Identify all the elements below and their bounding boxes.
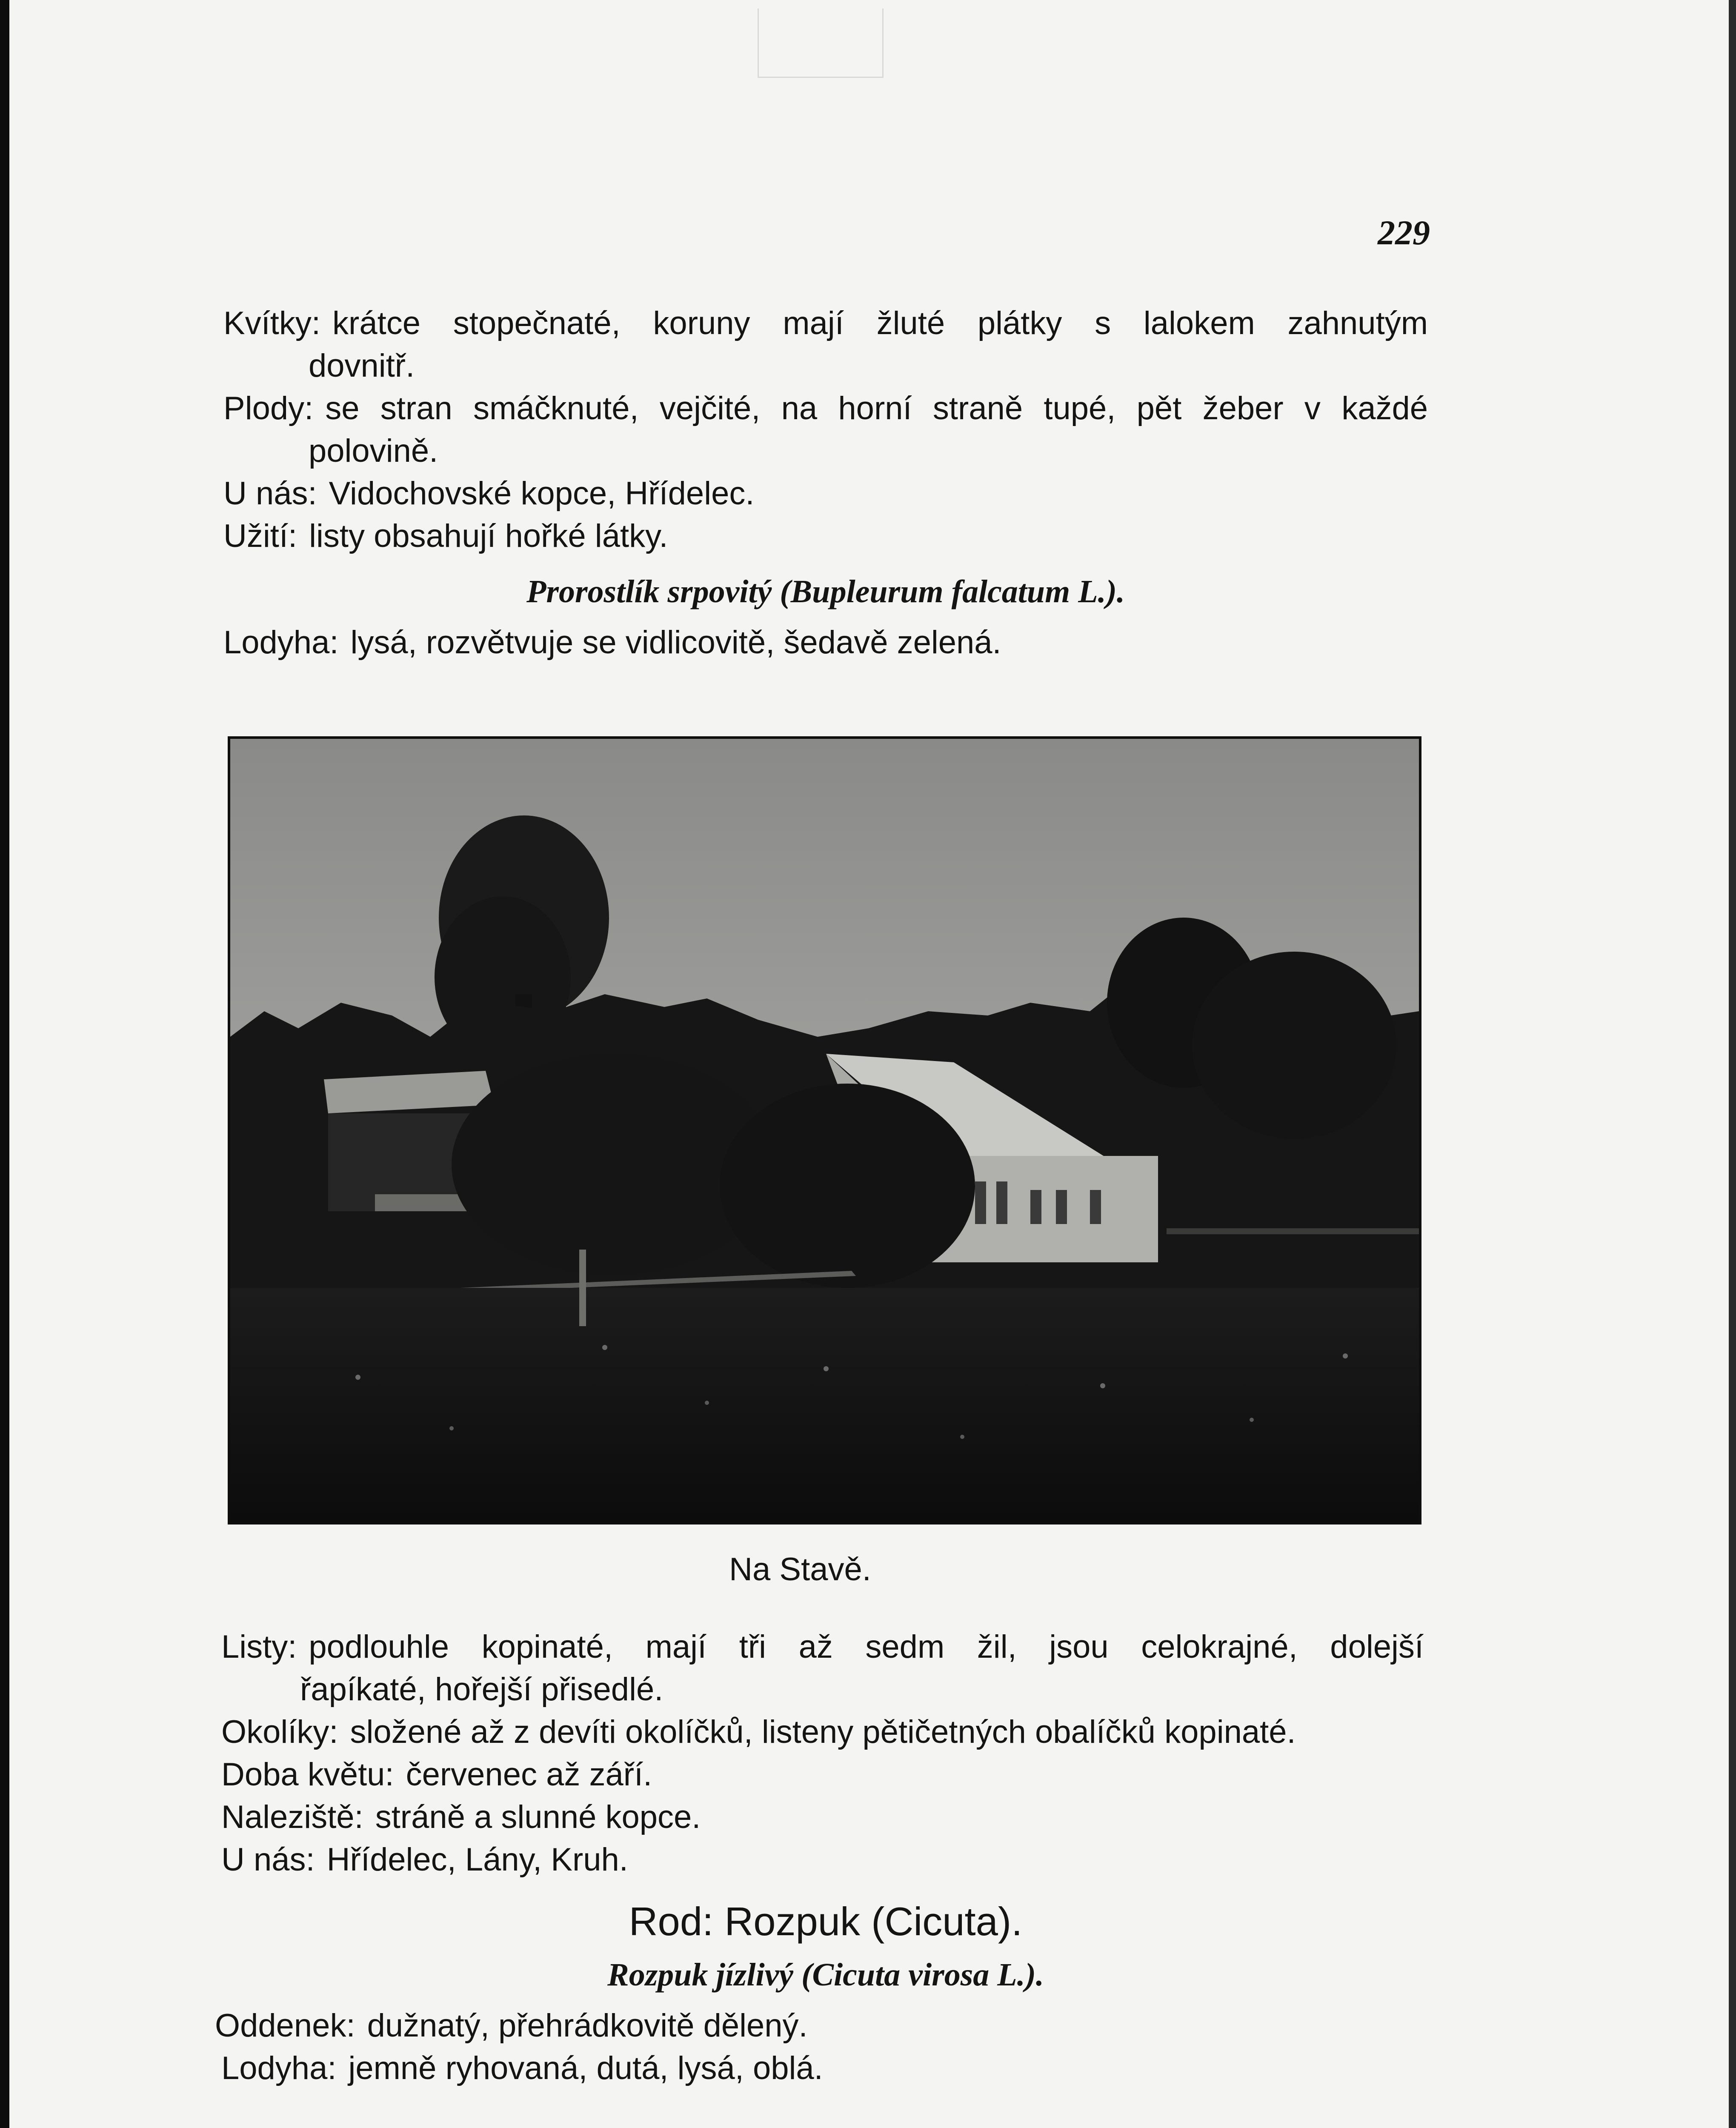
genus-heading: Rod: Rozpuk (Cicuta).: [629, 1899, 1023, 1944]
entry-lodyha-2: [221, 2047, 823, 2090]
photograph-image: [230, 739, 1419, 1522]
scan-artifact: [758, 9, 884, 78]
entry-text: dužnatý, přehrádkovitě dělený.: [367, 2008, 808, 2044]
entry-text: jemně ryhovaná, dutá, lysá, oblá.: [348, 2050, 823, 2086]
species-heading-cicuta: Rozpuk jízlivý (Cicuta virosa L.).: [607, 1957, 1044, 1993]
entry-naleziste: [221, 1796, 701, 1839]
entry-oddenek: [215, 2005, 808, 2047]
entry-u-nas-1: [223, 472, 754, 515]
entry-lodyha-1: [223, 621, 1001, 664]
entry-text: složené až z devíti okolíčků, listeny pětičetných obalíčků kopinaté.: [350, 1714, 1296, 1750]
entry-okoliky: [221, 1711, 1296, 1753]
entry-text: se stran smáčknuté, vejčité, na horní straně tupé, pět žeber v každé: [325, 390, 1428, 426]
entry-term: Oddenek:: [215, 2008, 355, 2044]
entry-term: Listy:: [221, 1629, 297, 1665]
entry-text: stráně a slunné kopce.: [375, 1799, 701, 1835]
entry-text: červenec až září.: [406, 1756, 652, 1793]
entry-text: krátce stopečnaté, koruny mají žluté plátky s lalokem zahnutým: [332, 305, 1428, 341]
entry-term: U nás:: [223, 475, 317, 512]
entry-text: listy obsahují hořké látky.: [309, 518, 668, 554]
scan-edge-left: [0, 0, 9, 2128]
entry-kvitky-cont: dovnitř.: [309, 348, 415, 384]
entry-term: Doba květu:: [221, 1756, 394, 1793]
page-number: 229: [1378, 213, 1430, 252]
entry-term: Kvítky:: [223, 305, 321, 341]
photo-caption: Na Stavě.: [729, 1551, 871, 1587]
species-heading-bupleurum: Prorostlík srpovitý (Bupleurum falcatum L.).: [526, 574, 1125, 609]
photograph-farmhouse: [228, 736, 1421, 1524]
entry-term: Užití:: [223, 518, 297, 554]
entry-doba-kvetu: [221, 1753, 652, 1796]
entry-text: podlouhle kopinaté, mají tři až sedm žil, jsou celokrajné, dolejší: [309, 1629, 1424, 1665]
entry-text: lysá, rozvětvuje se vidlicovitě, šedavě zelená.: [350, 624, 1001, 661]
entry-text: Hřídelec, Lány, Kruh.: [326, 1842, 628, 1878]
entry-term: Naleziště:: [221, 1799, 363, 1835]
entry-term: Okolíky:: [221, 1714, 338, 1750]
entry-term: U nás:: [221, 1842, 315, 1878]
entry-term: Lodyha:: [221, 2050, 337, 2086]
entry-term: Plody:: [223, 390, 314, 426]
scan-edge-right: [1729, 0, 1736, 2128]
entry-term: Lodyha:: [223, 624, 339, 661]
entry-listy: [221, 1626, 1424, 1668]
entry-u-nas-2: [221, 1839, 628, 1881]
entry-plody-cont: polovině.: [309, 433, 438, 469]
entry-plody: [223, 387, 1428, 430]
entry-listy-cont: řapíkaté, hořejší přisedlé.: [300, 1671, 664, 1708]
entry-text: Vidochovské kopce, Hřídelec.: [329, 475, 755, 512]
entry-kvitky: [223, 302, 1428, 345]
entry-uziti: [223, 515, 668, 558]
